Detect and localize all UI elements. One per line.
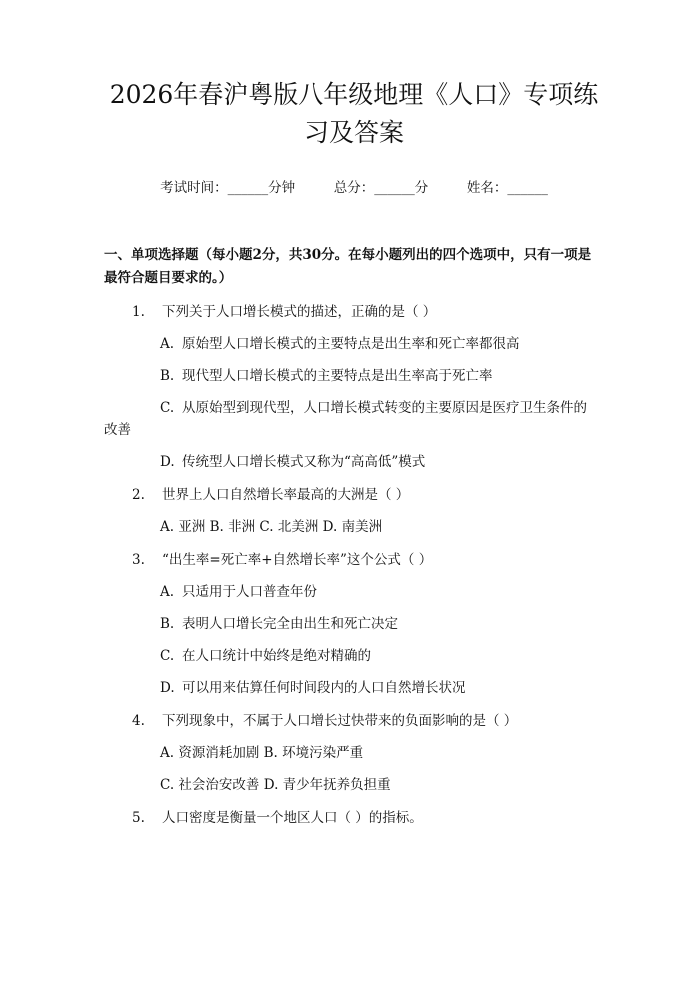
question-number: 4. — [132, 713, 145, 729]
question-3-option-c — [104, 645, 604, 667]
exam-meta-line — [104, 178, 604, 198]
option-text: 只适用于人口普查年份 — [182, 584, 317, 600]
option-text: 传统型人口增长模式又称为“高高低”模式 — [182, 454, 426, 470]
question-3-option-b — [104, 613, 604, 635]
question-5 — [104, 807, 604, 829]
question-number: 5. — [132, 810, 145, 826]
exam-page — [0, 76, 700, 981]
question-2-options: A. 亚洲 B. 非洲 C. 北美洲 D. 南美洲 — [160, 519, 383, 535]
question-1-option-d — [104, 451, 604, 473]
question-stem: 世界上人口自然增长率最高的大洲是（ ） — [162, 487, 410, 503]
option-text: 可以用来估算任何时间段内的人口自然增长状况 — [182, 680, 466, 696]
question-1-option-c-continuation: 改善 — [104, 422, 131, 438]
question-4 — [104, 710, 604, 732]
option-letter: B. — [160, 368, 175, 384]
question-1-option-c — [104, 397, 604, 419]
option-letter: D. — [160, 454, 175, 470]
question-1-option-a — [104, 333, 604, 355]
option-text: 现代型人口增长模式的主要特点是出生率高于死亡率 — [182, 368, 493, 384]
option-text: 原始型人口增长模式的主要特点是出生率和死亡率都很高 — [182, 336, 520, 352]
question-stem: 下列现象中，不属于人口增长过快带来的负面影响的是（ ） — [162, 713, 518, 729]
question-3-option-a — [104, 581, 604, 603]
question-number: 1. — [132, 304, 145, 320]
option-letter: B. — [160, 616, 175, 632]
section-heading-single-choice: 一、单项选择题（每小题2分，共30分。在每小题列出的四个选项中，只有一项是最符合题目要求的。） — [104, 247, 592, 286]
question-stem: “出生率=死亡率+自然增长率”这个公式（ ） — [162, 552, 433, 568]
question-1 — [104, 301, 604, 323]
option-text: 在人口统计中始终是绝对精确的 — [182, 648, 371, 664]
exam-time-field: 考试时间：______分钟 — [160, 180, 296, 196]
question-1-option-b — [104, 365, 604, 387]
student-name-field: 姓名：______ — [466, 180, 548, 196]
option-letter: A. — [160, 584, 175, 600]
total-score-field: 总分：______分 — [333, 180, 429, 196]
question-3-option-d — [104, 677, 604, 699]
question-number: 3. — [132, 552, 145, 568]
option-text: 表明人口增长完全由出生和死亡决定 — [182, 616, 398, 632]
option-letter: C. — [160, 648, 175, 664]
question-3 — [104, 549, 604, 571]
document-title: 2026年春沪粤版八年级地理《人口》专项练习及答案 — [109, 80, 599, 147]
question-number: 2. — [132, 487, 145, 503]
question-4-options-cd: C. 社会治安改善 D. 青少年抚养负担重 — [160, 777, 391, 793]
question-stem: 下列关于人口增长模式的描述，正确的是（ ） — [162, 304, 437, 320]
option-letter: A. — [160, 336, 175, 352]
option-letter: C. — [160, 400, 175, 416]
question-4-options-ab: A. 资源消耗加剧 B. 环境污染严重 — [160, 745, 364, 761]
question-2 — [104, 484, 604, 506]
option-text: 从原始型到现代型，人口增长模式转变的主要原因是医疗卫生条件的 — [182, 400, 587, 416]
question-stem: 人口密度是衡量一个地区人口（ ）的指标。 — [162, 810, 423, 826]
option-letter: D. — [160, 680, 175, 696]
